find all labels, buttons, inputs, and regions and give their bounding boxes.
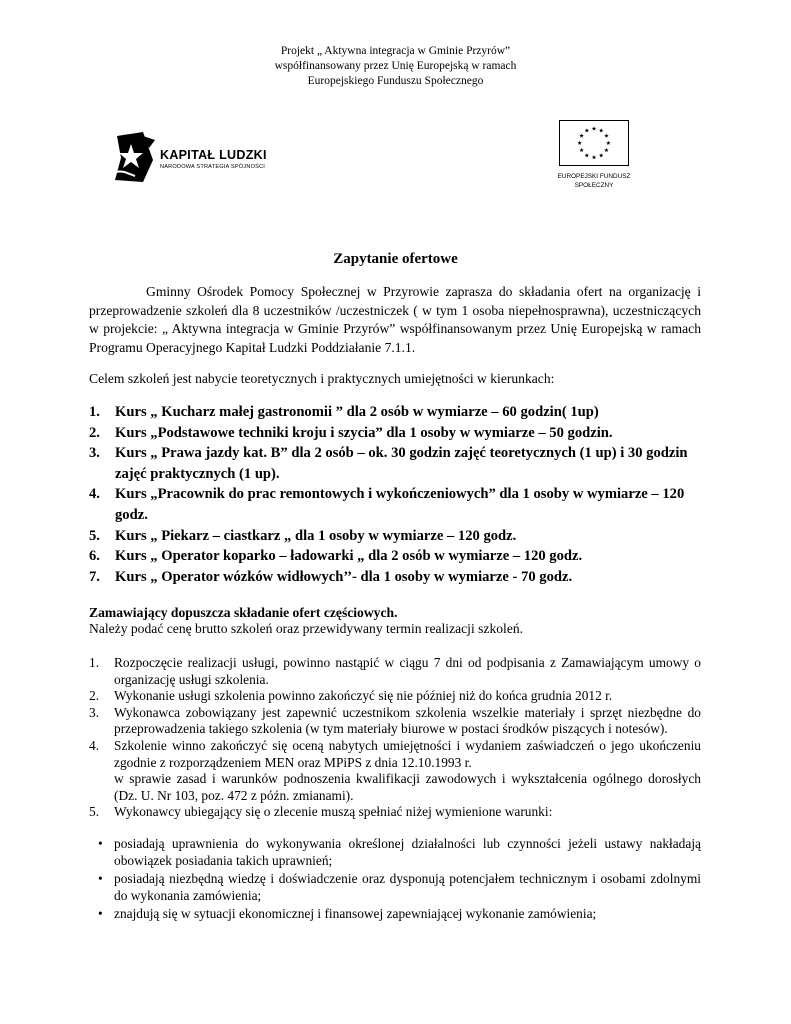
eu-star-icon [604,148,608,152]
term-text: Szkolenie winno zakończyć się oceną nabytych umiejętności i wydaniem zaświadczeń o jego ukończeniu zgodnie z rozporządzeniem MEN oraz MPiPS z dnia 12.10.1993 r. [114,737,701,770]
eu-star-icon [592,126,596,130]
term-text: Wykonanie usługi szkolenia powinno zakończyć się nie później niż do końca grudnia 2012 r. [114,688,613,704]
eu-star-icon [604,134,608,138]
term-text: Wykonawca zobowiązany jest zapewnić uczestnikom szkolenia wszelkie materiały i sprzęt niezbędne do przeprowadzenia takiego szkolenia (w tym materiały biurowe w postaci środków piszących i notesów). [114,704,701,737]
condition-text: znajdują się w sytuacji ekonomicznej i finansowej zapewniającej wykonanie zamówienia; [114,906,597,922]
bullet-icon: • [98,906,103,922]
term-text-continuation: w sprawie zasad i warunków podnoszenia kwalifikacji zawodowych i wykształcenia ogólnego dorosłych (Dz. U. Nr 103, poz. 472 z późn. zmianami). [114,771,701,803]
term-item [89,655,701,688]
term-item [89,804,701,821]
conditions-list [89,836,701,923]
partial-offers-note [89,605,701,637]
term-number: 2. [89,688,100,704]
term-number: 5. [89,804,100,820]
term-item [89,705,701,738]
eu-star-icon [579,148,583,152]
eu-flag-icon [559,120,629,166]
intro-paragraph: Gminny Ośrodek Pomocy Społecznej w Przyrowie zaprasza do składania ofert na organizację i przeprowadzenie szkoleń dla 8 uczestników /uczestniczek ( w tym 1 osoba niepełnosprawna), uczestniczących w projekcie: „ Aktywna integracja w Gminie Przyrów” współfinansowanym przez Unię Europejską w ramach Programu Operacyjnego Kapitał Ludzki Poddziałanie 7.1.1. [89,284,701,355]
course-item [89,567,701,588]
header-line: Europejskiego Funduszu Społecznego [307,75,484,87]
term-number: 3. [89,704,100,720]
course-number: 4. [89,486,100,503]
eu-logo-text [547,172,641,190]
condition-item [89,906,701,923]
course-text: Kurs „ Piekarz – ciastkarz „ dla 1 osoby w wymiarze – 120 godz. [115,527,517,544]
course-item [89,402,701,423]
term-number: 4. [89,737,100,753]
condition-text: posiadają niezbędną wiedzę i doświadczenie oraz dysponują potencjałem technicznym i osobami zdolnymi do wykonania zamówienia; [114,871,701,903]
eu-star-icon [592,155,596,159]
term-text: Rozpoczęcie realizacji usługi, powinno nastąpić w ciągu 7 dni od podpisania z Zamawiającym umowy o organizację usługi szkolenia. [114,655,701,687]
course-text: Kurs „Podstawowe techniki kroju i szycia” dla 1 osoby w wymiarze – 50 godzin. [115,424,613,441]
condition-text: posiadają uprawnienia do wykonywania określonej działalności lub czynności jeżeli ustawy nakładają obowiązek posiadania takich uprawnień; [114,836,701,868]
course-text: Kurs „ Operator wózków widłowych’’- dla 1 osoby w wymiarze - 70 godz. [115,568,573,585]
eu-star-icon [577,141,581,145]
eu-fund-logo [547,118,641,198]
condition-item [89,836,701,869]
course-item [89,443,701,484]
header-line: współfinansowany przez Unię Europejską w ramach [274,60,517,72]
term-item [89,738,701,804]
course-list [89,402,701,587]
eu-star-icon [585,128,589,132]
term-item [89,688,701,705]
course-text: Kurs „ Operator koparko – ładowarki „ dla 2 osób w wymiarze – 120 godz. [115,548,583,565]
course-text: Kurs „Pracownik do prac remontowych i wykończeniowych” dla 1 osoby w wymiarze – 120 godz. [115,486,685,523]
eu-star-icon [579,134,583,138]
course-number: 1. [89,404,100,420]
term-number: 1. [89,655,100,670]
eu-star-icon [599,128,603,132]
logo-title: KAPITAŁ LUDZKI [160,148,267,162]
course-item [89,546,701,567]
document-title: Zapytanie ofertowe [333,251,458,267]
course-number: 3. [89,445,100,462]
eu-logo-line: EUROPEJSKI FUNDUSZ [557,173,631,180]
course-text: Kurs „ Kucharz małej gastronomii ” dla 2 osób w wymiarze – 60 godzin( 1up) [115,404,599,420]
eu-star-icon [606,141,610,145]
goal-sentence: Celem szkoleń jest nabycie teoretycznych i praktycznych umiejętności w kierunkach: [89,371,555,386]
logo-subtitle: NARODOWA STRATEGIA SPÓJNOŚCI [160,164,266,170]
partial-offers-heading: Zamawiający dopuszcza składanie ofert częściowych. [89,605,398,620]
project-header [0,44,791,89]
course-text: Kurs „ Prawa jazdy kat. B” dla 2 osób – ok. 30 godzin zajęć teoretycznych (1 up) i 30 godzin zajęć praktycznych (1 up). [115,445,688,482]
price-note: Należy podać cenę brutto szkoleń oraz przewidywany termin realizacji szkoleń. [89,621,524,636]
terms-list [89,655,701,821]
term-text: Wykonawcy ubiegający się o zlecenie muszą spełniać niżej wymienione warunki: [114,804,553,820]
eu-star-icon [599,153,603,157]
course-number: 7. [89,568,100,585]
course-item [89,484,701,525]
course-number: 6. [89,548,100,565]
course-item [89,526,701,547]
condition-item [89,871,701,904]
kapital-ludzki-star-icon [113,130,157,184]
kapital-ludzki-logo [113,130,293,184]
eu-logo-line: SPOŁECZNY [574,182,614,189]
course-number: 2. [89,424,100,441]
bullet-icon: • [98,836,103,851]
bullet-icon: • [98,871,103,887]
eu-star-icon [585,153,589,157]
course-number: 5. [89,527,100,544]
course-item [89,423,701,444]
header-line: Projekt „ Aktywna integracja w Gminie Przyrów” [280,45,511,57]
